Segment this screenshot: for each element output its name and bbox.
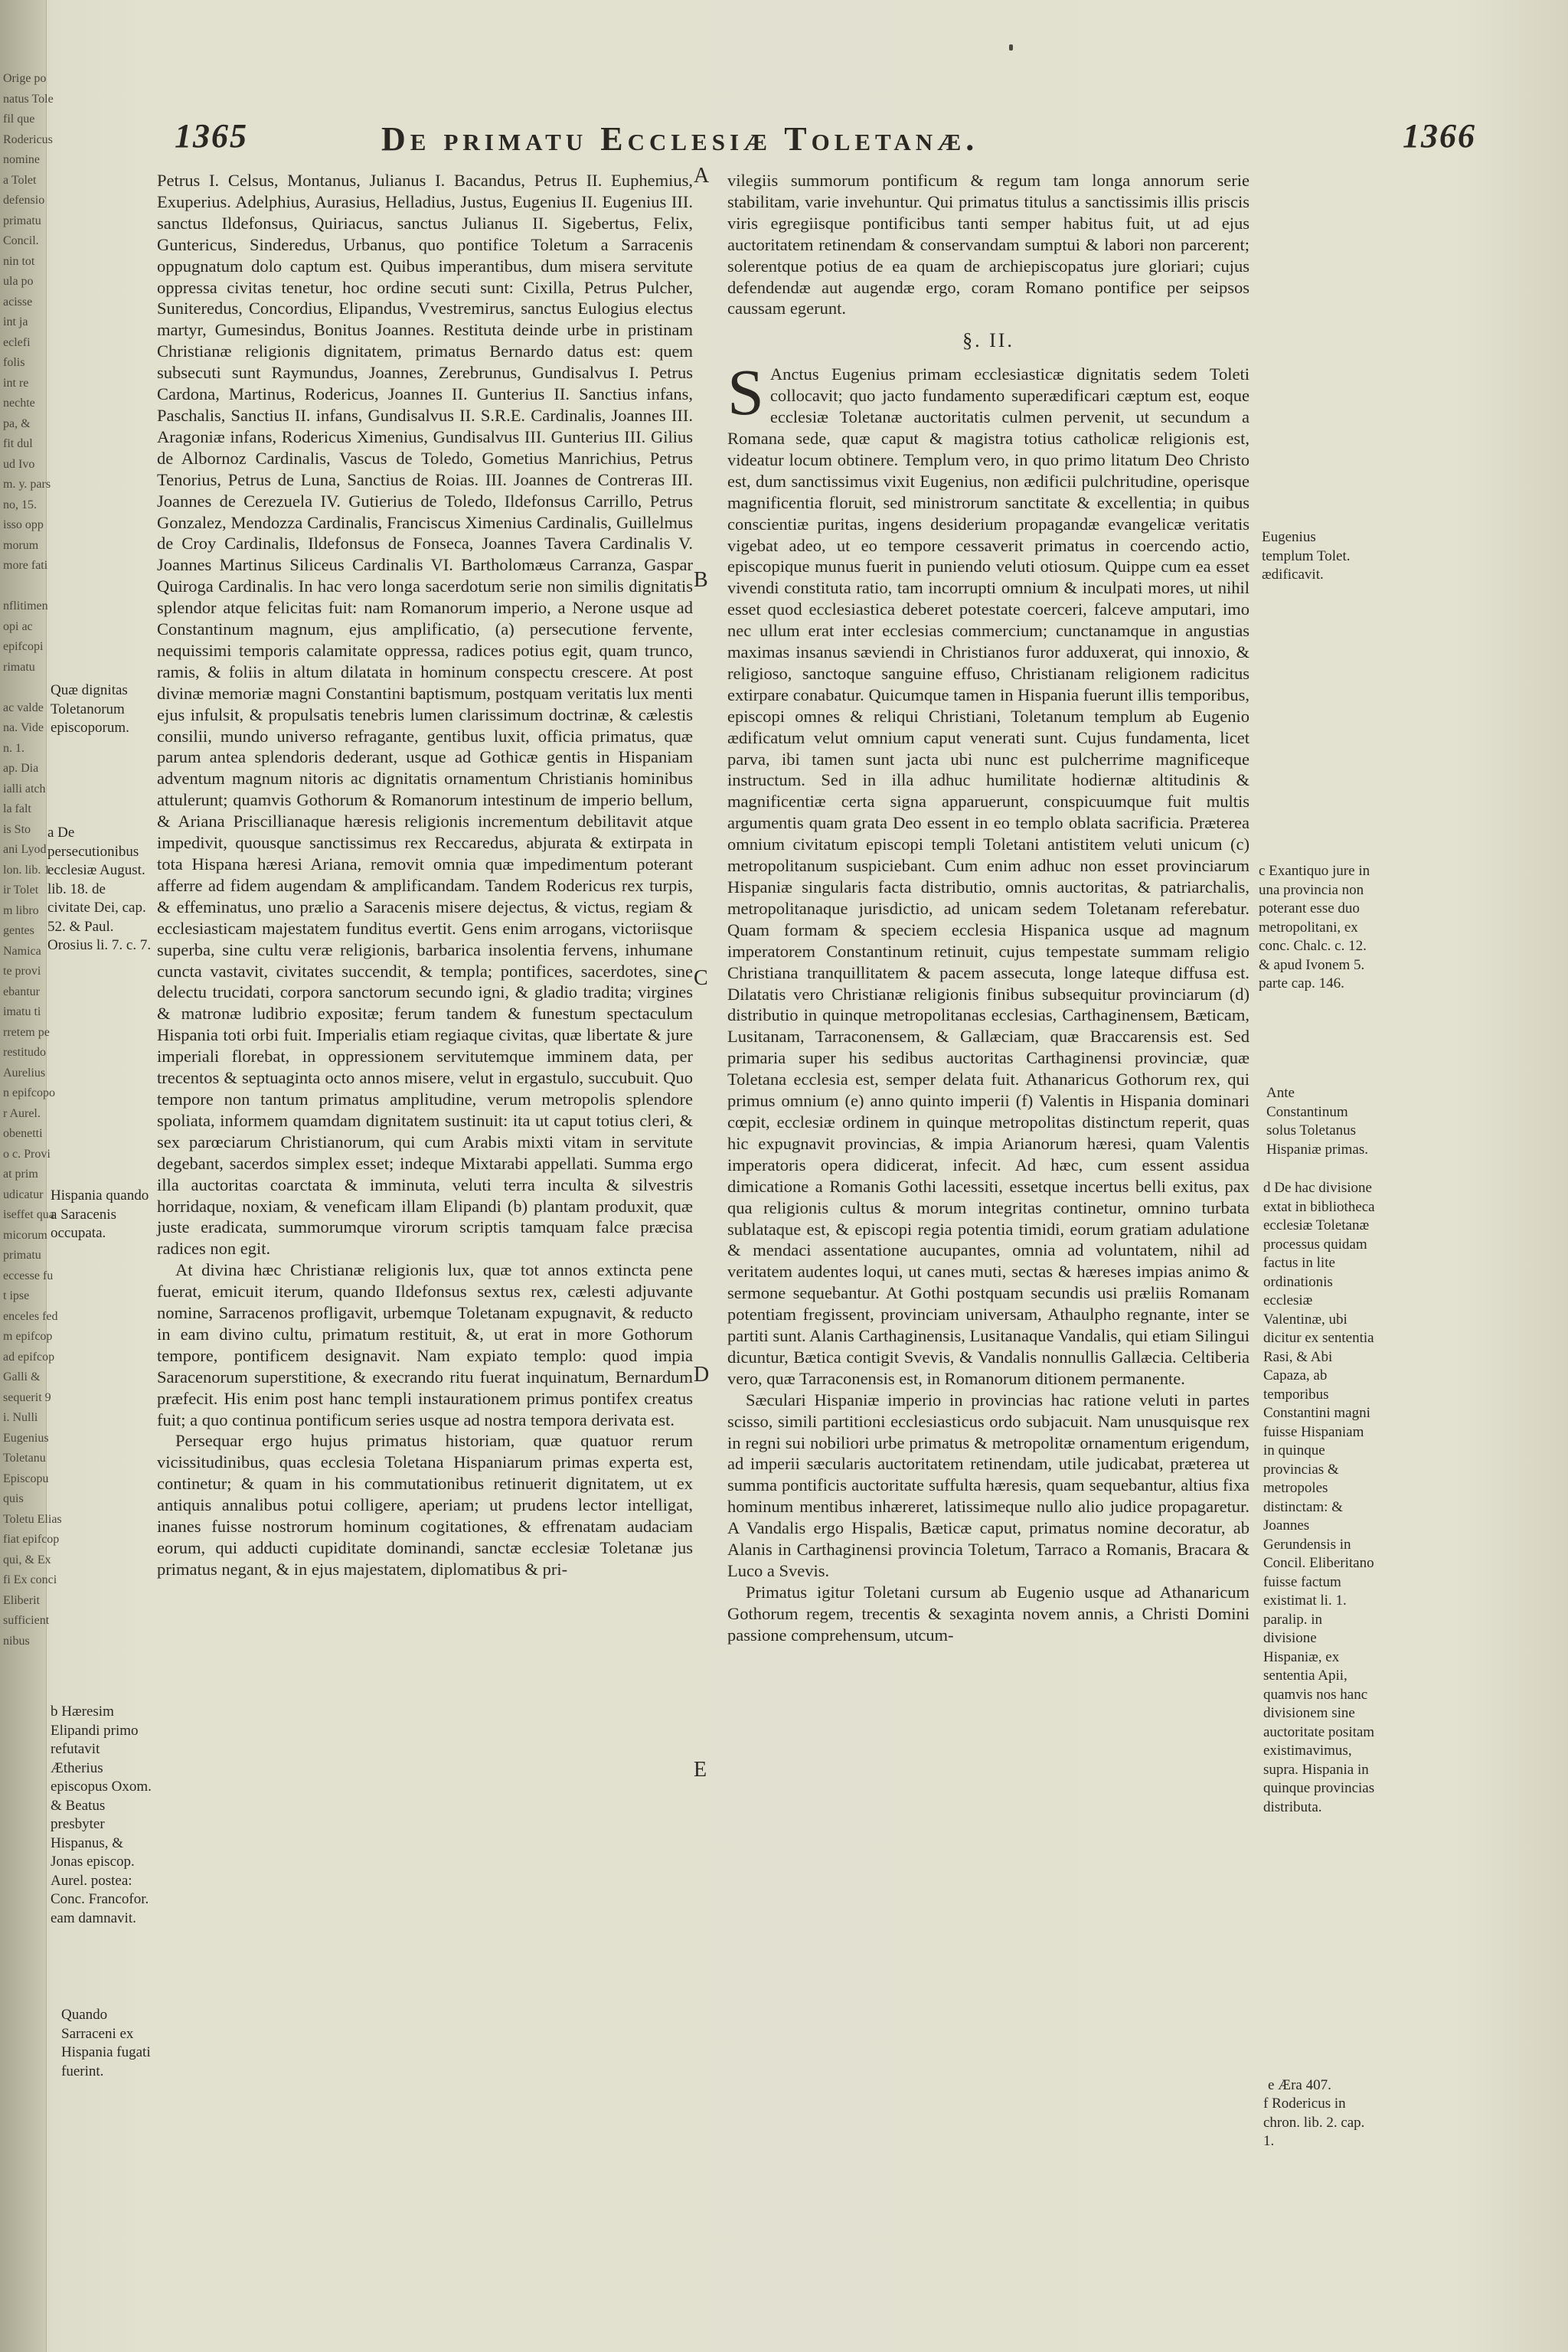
right-continuation-paragraph: vilegiis summorum pontificum & regum tam longa annorum serie stabilitam, varie invehuntur. Qui primatus titulus a sanctissimis illis priscis viris egregiisque pontificibus tanti semper habitus fuit, ut ad ejus auctoritatem retinendam & conservandam sumptui & labori non parcerent; solerentque potius de ea quam de archiepiscopatus jure gloriari; cujus defendendæ aut augendæ ergo, coram Romano pontifice per seipsos caussam egerunt.: [727, 171, 1250, 318]
facing-page-edge: [0, 0, 62, 2352]
right-margin-note-1: Eugenius templum Tolet. ædificavit.: [1262, 529, 1351, 583]
right-paragraph-3: Primatus igitur Toletani cursum ab Eugenio usque ad Athanaricum Gothorum regem, trecentis & sexaginta novem annis, a Christi Domini passione comprehensum, utcum-: [727, 1582, 1250, 1645]
left-page-number: 1365: [175, 117, 248, 155]
left-paragraph-1: Petrus I. Celsus, Montanus, Julianus I. Bacandus, Petrus II. Euphemius, Exuperius. Adelphius, Aurasius, Helladius, Justus, Eugenius II. Eugenius III. sanctus Ildefonsus, Quiriacus, sanctus Julianus II. Sigebertus, Felix, Guntericus, Sinderedus, Urbanus, quo pontifice Toletum a Sarracenis oppugnatum dolo captum est. Quibus imperantibus, dum misera servitute oppressa civitas tenetur, hoc ordine secuti sunt: Cixilla, Petrus Pulcher, Suniteredus, Concordius, Elipandus, Vvestremirus, sanctus Eulogius electus martyr, Gumesindus, Bonitus Joannes. Restituta deinde urbe in pristinam Christianæ religionis dignitatem, primatus Bernardo datus est: quem subsecuti sunt Raymundus, Joannes, Zerebrunus, Gundisalvus I. Petrus Cardona, Martinus, Rodericus, Joannes II. Gunterius II. Sanctius infans, Paschalis, Sanctius II. infans, Gundisalvus II. S.R.E. Cardinalis, Joannes III. Aragoniæ infans, Rodericus Ximenius, Gundisalvus III. Gunterius III. Gilius de Albornoz Cardinalis, Vascus de Toledo, Gometius Manrichius, Petrus Tenorius, Petrus de Luna, Sanctius de Roias. III. Joannes de Contreras III. Joannes de Cerezuela IV. Gutierius de Toledo, Ildefonsus Carrillo, Petrus Gonzalez, Mendozza Cardinalis, Franciscus Ximenius Cardinalis, Guillelmus de Croy Cardinalis, Ildefonsus de Fonseca, Joannes Tavera Cardinalis V. Joannes Martinus Siliceus Cardinalis VI. Bartholomæus Carranza, Gaspar Quiroga Cardinalis. In hac vero longa sacerdotum serie non similis dignitatis splendor atque felicitas fuit: nam Romanorum imperio, a Nerone usque ad Constantinum magnum, ejus amplificatio, (a) persecutione fervente, nequissimi temporis calamitate oppressa, radices potius egit, quam trunco, ramis, & foliis in altum dilatata in hominum conspectu crescere. At post divinæ memoriæ magni Constantini baptismum, postquam veritatis lux menti ejus infulsit, & propulsatis tenebris lumen clarissimum doctrinæ, & cælestis consilii, mundo universo refragante, gentibus luxit, officia primatus, quæ parum antea splendoris dederant, usque ad Gothicæ gentis in Hispaniam adventum magnum nitoris ac dignitatis ornamentum Christianis hominibus attulerunt; quamvis Gothorum & Romanorum intestinum de imperio bellum, & Ariana Priscillianaque hæresis religionis incrementum debilitavit atque impedivit, quousque sanctissimus rex Reccaredus, abjurata & extirpata in tota Hispana hæresi Ariana, removit omnia quæ impedimentum poterant afferre ad fidem augendam & amplificandam. Tandem Rodericus rex turpis, & effeminatus, uno prælio a Saracenis misere dejectus, & victus, regiam & ecclesiasticam majestatem funditus evertit. Gens enim arrogans, victoriisque superba, sine cultu veræ religionis, barbarica insolentia fervens, inhumane cuncta vastavit, civitates succendit, & templa; pontifices, sacerdotes, sine delectu trucidati, corpora sanctorum secundo igni, & gladio tradita; virgines & matronæ ludibrio expositæ; ferum tandem & funestum spectaculum Hispania toti orbi fuit. Imperialis etiam regiaque civitas, quæ libertate & jure imperiali florebat, in oppressionem servitutemque imminem data, per trecentos & septuaginta octo annos misere, velut in ergastulo, succubuit. Quo tempore non tantum primatus amplitudine, verum metropolis splendore spoliata, informem quamdam dignitatem sustinuit: ita ut caput totius cleri, & sex parœciarum Christianorum, qui cum Arabis mixti vitam in servitute degebant, sacerdos simplex esset; indeque Mixtarabi appellati. Summa ergo illa auctoritas coarctata & imminuta, veluti terra inculta & silvestris horridaque, noxiam, & veneficam illam Elipandi (b) plantam produxit, quæ juste eradicata, summorumque virorum scriptis tamquam falce præcisa radices non egit.: [157, 171, 693, 1259]
page-title: De primatu Ecclesiæ Toletanæ.: [381, 120, 979, 158]
section-heading: §. II.: [962, 329, 1014, 352]
right-margin-note-2: c Exantiquo jure in una provincia non poterant esse duo metropolitani, ex conc. Chalc. c. 12. & apud Ivonem 5. parte cap. 146.: [1259, 863, 1370, 991]
right-paragraph-1-text: Anctus Eugenius primam ecclesiasticæ dignitatis sedem Toleti collocavit; quo jacto fundamento superædificari cæptum est, eoque ecclesiæ Toletanæ auctoritatis culmen pervenit, ut secundum a Romana sede, quæ caput & magistra totius catholicæ religionis est, videatur locum obtinere. Templum vero, in quo primo litatum Deo Christo est, dum sanctissimus vixit Eugenius, non ædificii pulchritudine, operisque magnificentia floruit, sed ministrorum sanctitate & excellentia; in quibus conscientiæ puritas, ingens desiderium propagandæ evangelicæ veritatis vigebat adeo, ut eo tempore cessaverit primatus in coercendo actio, episcopique munus fuerit in puniendo veluti otiosum. Quippe cum ea esset vivendi constituta ratio, tam incorrupti omnium & inculpati mores, ut nihil esset quod ecclesiastica deberet potestate coerceri, falceve amputari, imo nec ullum erat inter ecclesias commercium; cunctanamque in angustias maximas insanus sæviendi in Christianos furor adduxerat, qui innoxio, & religioso, sanctoque sanguine effuso, Christianam religionem radicitus extirpare conabatur. Quicumque tamen in Hispania fuerunt illis temporibus, episcopi omnes & reliqui Christiani, Toletanum templum ab Eugenio ædificatum velut omnium caput venerati sunt. Cujus fundamenta, licet parva, ibi tamen sunt jacta ubi nunc est pulcherrime magnificeque instructum. Sed in illa adhuc humilitate hodiernæ altitudinis & magnificentiæ certa signa apparuerunt, conspicuumque fuit multis argumentis quam grata Deo essent in eo templo oblata sacrificia. Præterea omnium civitatum episcopi templi Toletani antistitem veluti unicum (c) metropolitanum suspiciebant. Cum enim adhuc non esset provinciarum Hispaniæ singularis facta distributio, omnis auctoritas, & patriarchalis, metropolitanaque jurisdictio, ad unicam sedem Toletanam referebatur. Quam formam & speciem ecclesia Hispanica usque ad magnum imperatorem Constantinum retinuit, cujus tempestate summam religio Christiana tranquillitatem & pacem assecuta, longe lateque diffusa est. Dilatatis vero Christianæ religionis finibus subsequitur provinciarum (d) distributio in quinque metropolitanas ecclesias, Carthaginensem, Bæticam, Lusitanam, Tarraconensem, & Gallæciam, quæ Braccarensis est. Sed primaria super his sedibus auctoritas Carthaginensi provinciæ, quæ Toletana ecclesia est, semper delata fuit. Athanaricus Gothorum rex, qui primus omnium (e) anno quinto imperii (f) Valentis in Hispania dominari cœpit, ecclesiæ ordinem in quinque metropolitas distinctum reperit, quas hic expugnavit provincias, & impia Arianorum hæresi, quam Valentis imperatoris opera didicerat, infecit. Ad hæc, cum essent assidua dimicatione a Romanis Gothi lacessiti, essetque incertus belli exitus, pax qua religionis cultus & morum integritas continetur, omnino turbata sublataque est, & episcopi regia potentia timidi, eorum gratiam adulatione & mendaci assentatione aucupantes, omnia ad voluntatem, nihil ad veritatem audentes loqui, ut canes muti, sectas & hæreses impias animo & sermone sequebantur. At Gothi postquam secundis usi præliis Romanam potentiam fregissent, provinciam universam, Athaulpho regnante, inter se partiti sunt. Alanis Carthaginensis, Lusitanaque Vandalis, qui etiam Silingui dicuntur, Bætica contigit Svevis, & Vandalis nonnullis Gallæcia. Celtiberia vero, quæ Tarraconensis est, in Romanorum ditionem permanente.: [727, 364, 1250, 1388]
left-margin-note-3: Hispania quando a Saracenis occupata.: [51, 1187, 149, 1241]
left-paragraph-2: At divina hæc Christianæ religionis lux, quæ tot annos extincta pene fuerat, emicuit iterum, quando Ildefonsus sextus rex, cælesti adjuvante nomine, Sarracenos profligavit, urbemque Toletanam expugnavit, & reducto in eam divino cultu, primatum restituit, &, ut erat in more Gothorum tempore, pontificem designavit. Nam expiato templo: quod impia Saracenorum superstitione, & execrando ritu fuerat inquinatum, Bernardum præfecit. His enim post hanc templi instaurationem primus pontifex creatus fuit; a quo continua pontificum series usque ad nostra tempora derivata est.: [157, 1260, 693, 1429]
right-margin-note-3: Ante Constantinum solus Toletanus Hispaniæ primas.: [1266, 1085, 1368, 1158]
ink-mark: [1009, 44, 1013, 51]
left-margin-note-2: a De persecutionibus ecclesiæ August. lib. 18. de civitate Dei, cap. 52. & Paul. Orosius li. 7. c. 7.: [47, 825, 152, 953]
right-margin-note-4: d De hac divisione extat in bibliotheca ecclesiæ Toletanæ processus quidam factus in lite ordinationis ecclesiæ Valentinæ, ubi dicitur ex sententia Rasi, & Abi Capaza, ab temporibus Constantini magni fuisse Hispaniam in quinque provincias & metropoles distinctam: & Joannes Gerundensis in Concil. Eliberitano fuisse factum existimat li. 1. paralip. in divisione Hispaniæ, ex sententia Apii, quamvis nos hanc divisionem sine auctoritate positam existimavimus, supra. Hispania in quinque provincias distributa.: [1263, 1180, 1375, 1815]
margin-letter-c: C: [694, 966, 708, 990]
left-column: [157, 170, 693, 1580]
running-head: [175, 116, 1476, 162]
margin-letter-d: D: [694, 1363, 710, 1387]
left-margin-note-5: Quando Sarraceni ex Hispania fugati fuerint.: [61, 2007, 151, 2079]
margin-letter-a: A: [694, 164, 710, 188]
margin-letter-b: B: [694, 568, 708, 592]
left-margin-note-4: b Hæresim Elipandi primo refutavit Ætherius episcopus Oxom. & Beatus presbyter Hispanus, & Jonas episcop. Aurel. postea: Conc. Francofor. eam damnavit.: [51, 1704, 152, 1926]
right-paragraph-2: Sæculari Hispaniæ imperio in provincias hac ratione veluti in partes scisso, simili partitioni ecclesiasticus ordo subjacuit. Nam unusquisque rex in regni sui nobiliori urbe primatus & metropolitæ ornamentum erigendum, ad imperii sæcularis auctoritatem retinendam, utile judicabat, præterea ut summa pontificis auctoritate suffulta hæresis, quam sequebantur, altius fixa hominum mentibus inhæreret, latissimeque nullo alio judice propagaretur. A Vandalis ergo Hispalis, Bæticæ caput, primatus nomine decoratur, ab Alanis in Carthaginensi provincia Toletum, Tarraco a Romanis, Bracara & Luco a Svevis.: [727, 1390, 1250, 1580]
left-margin-note-1: Quæ dignitas Toletanorum episcoporum.: [51, 682, 129, 736]
right-column: [727, 170, 1250, 1646]
right-paragraph-1: [727, 355, 1250, 1390]
right-margin-note-6: f Rodericus in chron. lib. 2. cap. 1.: [1263, 2096, 1365, 2149]
margin-letter-e: E: [694, 1758, 707, 1782]
right-page-number: 1366: [1403, 117, 1476, 155]
right-margin-note-5: e Æra 407.: [1268, 2077, 1331, 2093]
facing-page-text: Orige po natus Tole fil que Rodericus nomine a Tolet defensio primatu Concil. nin tot ula po acisse int ja eclefi folis int re nechte pa, & fit dul ud Ivo m. y. pars no, 15. isso opp morum more fati nflitimen opi ac epifcopi rimatu ac valde na. Vide n. 1. ap. Dia ialli atch la falt is Sto ani Lyod lon. lib. 1 ir Tolet m libro gentes Namica te provi ebantur imatu ti rretem pe restitudo Aurelius n epifcopo r Aurel. obenetti o c. Provi at prim udicatur iseffet qua micorum primatu eccesse fu t ipse enceles fed m epifcop ad epifcop Galli & sequerit 9 i. Nulli Eugenius Toletanu Episcopu quis Toletu Elias fiat epifcop qui, & Ex fi Ex conci Eliberit sufficient nibus: [3, 72, 62, 1648]
left-paragraph-3: Persequar ergo hujus primatus historiam, quæ quatuor rerum vicissitudinibus, quas ecclesia Toletana Hispaniarum primas experta est, continetur; & quam in his commutationibus retinuerit dignitatem, ut ex antiquis annalibus potui colligere, aperiam; ut prudens lector intelligat, inanes fuisse nostrorum hominum cogitationes, & effrenatam audaciam eorum, qui adducti cupiditate dominandi, sanctæ ecclesiæ Toletanæ jus primatus negant, & in ejus majestatem, diplomatibus & pri-: [157, 1431, 693, 1579]
drop-cap: S: [727, 355, 764, 430]
